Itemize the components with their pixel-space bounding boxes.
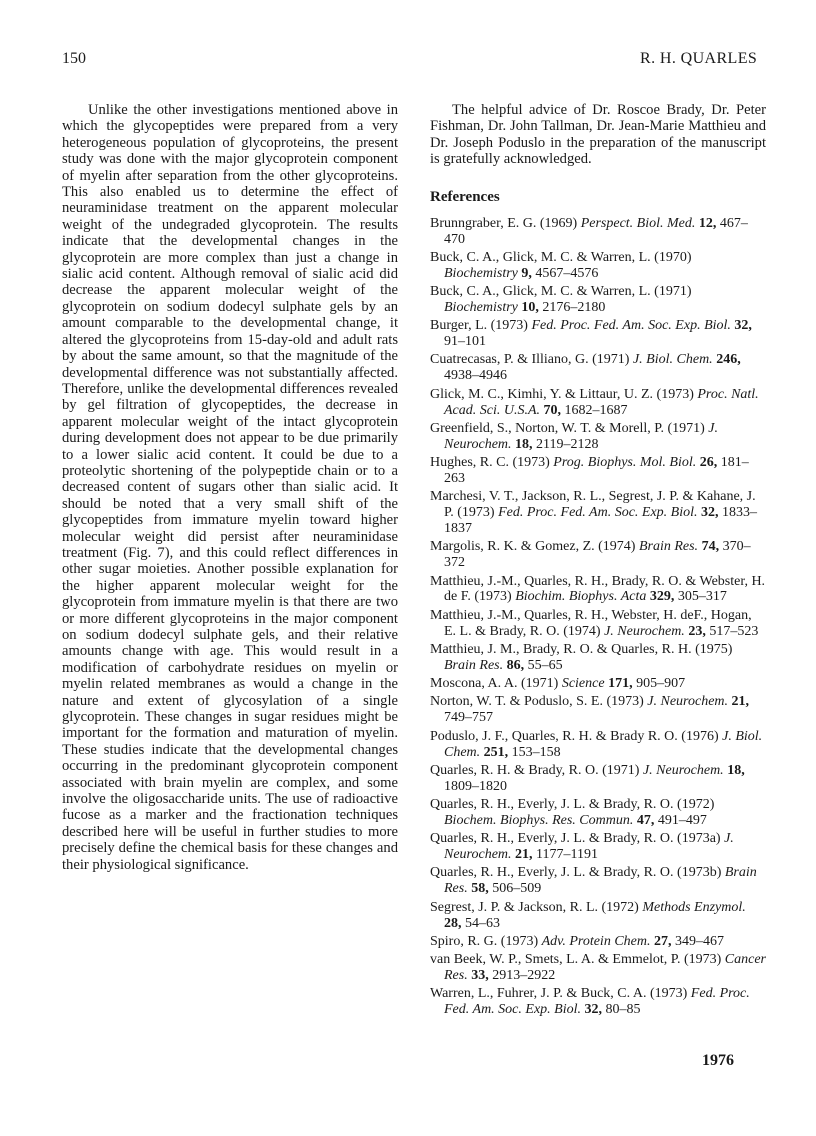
reference-authors: Warren, L., Fuhrer, J. P. & Buck, C. A. (1973) bbox=[430, 986, 688, 1002]
reference-pages: 4938–4946 bbox=[444, 368, 507, 384]
reference-authors: Burger, L. (1973) bbox=[430, 318, 528, 334]
reference-journal: Cancer Res. bbox=[444, 952, 766, 984]
acknowledgment: The helpful advice of Dr. Roscoe Brady, Dr. Peter Fishman, Dr. John Tallman, Dr. Jean-Marie Matthieu and Dr. Joseph Poduslo in the preparation of the manuscript is gratefully acknowledged. bbox=[430, 102, 766, 168]
reference-authors: Brunngraber, E. G. (1969) bbox=[430, 215, 578, 231]
reference-item bbox=[430, 539, 766, 571]
reference-journal: J. Neurochem. bbox=[444, 831, 734, 863]
reference-item bbox=[430, 318, 766, 350]
reference-pages: 491–497 bbox=[657, 812, 707, 828]
reference-journal: Biochemistry bbox=[444, 299, 518, 315]
reference-pages: 2119–2128 bbox=[536, 436, 599, 452]
reference-authors: Quarles, R. H., Everly, J. L. & Brady, R. O. (1973a) bbox=[430, 831, 721, 847]
reference-pages: 54–63 bbox=[465, 915, 500, 931]
reference-item bbox=[430, 900, 766, 932]
reference-volume: 21, bbox=[731, 694, 750, 710]
reference-item bbox=[430, 934, 766, 950]
reference-item bbox=[430, 387, 766, 419]
reference-volume: 329, bbox=[649, 589, 675, 605]
reference-item bbox=[430, 676, 766, 692]
reference-volume: 18, bbox=[515, 436, 533, 452]
reference-pages: 749–757 bbox=[444, 710, 493, 726]
references-heading: References bbox=[430, 188, 500, 205]
reference-journal: Fed. Proc. Fed. Am. Soc. Exp. Biol. bbox=[444, 986, 750, 1018]
reference-item bbox=[430, 642, 766, 674]
reference-item bbox=[430, 729, 766, 761]
reference-item bbox=[430, 952, 766, 984]
reference-pages: 517–523 bbox=[709, 623, 759, 639]
reference-authors: Buck, C. A., Glick, M. C. & Warren, L. (1970) bbox=[430, 249, 692, 265]
reference-authors: Matthieu, J.-M., Quarles, R. H., Brady, R. O. & Webster, H. de F. (1973) bbox=[430, 573, 766, 605]
reference-item bbox=[430, 574, 766, 606]
reference-pages: 55–65 bbox=[527, 657, 563, 673]
reference-volume: 27, bbox=[654, 933, 672, 949]
reference-journal: Adv. Protein Chem. bbox=[541, 933, 651, 949]
reference-authors: Cuatrecasas, P. & Illiano, G. (1971) bbox=[430, 352, 630, 368]
reference-item bbox=[430, 352, 766, 384]
reference-volume: 33, bbox=[471, 968, 489, 984]
reference-journal: Biochim. Biophys. Acta bbox=[515, 589, 647, 605]
reference-authors: Buck, C. A., Glick, M. C. & Warren, L. (1971) bbox=[430, 284, 692, 300]
reference-authors: Hughes, R. C. (1973) bbox=[430, 455, 550, 471]
reference-volume: 18, bbox=[727, 762, 745, 778]
reference-authors: Quarles, R. H. & Brady, R. O. (1971) bbox=[430, 762, 640, 778]
reference-pages: 91–101 bbox=[444, 334, 486, 350]
reference-volume: 246, bbox=[716, 352, 741, 368]
reference-authors: Matthieu, J.-M., Quarles, R. H., Webster, H. deF., Hogan, E. L. & Brady, R. O. (1974) bbox=[430, 607, 752, 639]
reference-volume: 58, bbox=[471, 881, 489, 897]
reference-journal: Fed. Proc. Fed. Am. Soc. Exp. Biol. bbox=[498, 505, 698, 521]
reference-item bbox=[430, 797, 766, 829]
reference-authors: Quarles, R. H., Everly, J. L. & Brady, R. O. (1972) bbox=[430, 797, 715, 813]
reference-authors: Matthieu, J. M., Brady, R. O. & Quarles, R. H. (1975) bbox=[430, 641, 733, 657]
reference-authors: Norton, W. T. & Poduslo, S. E. (1973) bbox=[430, 694, 644, 710]
reference-pages: 1682–1687 bbox=[564, 402, 628, 418]
reference-journal: J. Neurochem. bbox=[604, 623, 685, 639]
reference-authors: Marchesi, V. T., Jackson, R. L., Segrest, J. P. & Kahane, J. P. (1973) bbox=[430, 489, 756, 521]
reference-journal: J. Neurochem. bbox=[647, 694, 729, 710]
reference-journal: J. Neurochem. bbox=[444, 420, 719, 452]
reference-pages: 2176–2180 bbox=[542, 299, 606, 315]
reference-item bbox=[430, 216, 766, 248]
reference-volume: 70, bbox=[543, 402, 562, 418]
reference-volume: 23, bbox=[688, 623, 706, 639]
reference-volume: 171, bbox=[608, 676, 633, 692]
reference-volume: 26, bbox=[699, 455, 718, 471]
reference-item bbox=[430, 421, 766, 453]
reference-item bbox=[430, 455, 766, 487]
reference-journal: Proc. Natl. Acad. Sci. U.S.A. bbox=[444, 386, 759, 418]
reference-pages: 370–372 bbox=[444, 539, 751, 571]
reference-pages: 905–907 bbox=[636, 676, 686, 692]
reference-pages: 153–158 bbox=[511, 744, 561, 760]
reference-pages: 1833–1837 bbox=[444, 505, 758, 537]
reference-volume: 32, bbox=[584, 1002, 602, 1018]
reference-item bbox=[430, 694, 766, 726]
reference-volume: 74, bbox=[701, 539, 720, 555]
reference-journal: J. Biol. Chem. bbox=[444, 728, 763, 760]
reference-authors: Segrest, J. P. & Jackson, R. L. (1972) bbox=[430, 899, 639, 915]
reference-item bbox=[430, 831, 766, 863]
reference-journal: Biochemistry bbox=[444, 265, 518, 281]
reference-volume: 251, bbox=[483, 744, 509, 760]
reference-pages: 467–470 bbox=[444, 215, 748, 247]
reference-journal: Science bbox=[561, 676, 605, 692]
reference-pages: 2913–2922 bbox=[492, 968, 556, 984]
reference-pages: 181–263 bbox=[444, 455, 749, 486]
reference-volume: 21, bbox=[515, 847, 533, 863]
reference-authors: Quarles, R. H., Everly, J. L. & Brady, R. O. (1973b) bbox=[430, 865, 722, 881]
reference-volume: 10, bbox=[521, 299, 539, 315]
reference-journal: Brain Res. bbox=[444, 657, 504, 673]
reference-pages: 1177–1191 bbox=[536, 847, 598, 863]
right-column bbox=[430, 102, 766, 1021]
reference-volume: 32, bbox=[734, 318, 752, 334]
reference-journal: Fed. Proc. Fed. Am. Soc. Exp. Biol. bbox=[531, 318, 731, 334]
reference-item bbox=[430, 489, 766, 537]
reference-authors: van Beek, W. P., Smets, L. A. & Emmelot, P. (1973) bbox=[430, 952, 722, 968]
reference-volume: 86, bbox=[506, 657, 525, 673]
reference-pages: 1809–1820 bbox=[444, 778, 507, 794]
reference-volume: 28, bbox=[444, 915, 462, 931]
reference-journal: J. Biol. Chem. bbox=[632, 352, 713, 368]
reference-journal: Perspect. Biol. Med. bbox=[580, 215, 696, 231]
reference-item bbox=[430, 865, 766, 897]
reference-journal: J. Neurochem. bbox=[642, 762, 724, 778]
reference-pages: 506–509 bbox=[492, 881, 542, 897]
page-number: 150 bbox=[62, 50, 86, 67]
reference-authors: Margolis, R. K. & Gomez, Z. (1974) bbox=[430, 539, 636, 555]
reference-item bbox=[430, 284, 766, 316]
reference-pages: 80–85 bbox=[605, 1002, 641, 1018]
reference-item bbox=[430, 608, 766, 640]
reference-authors: Spiro, R. G. (1973) bbox=[430, 933, 539, 949]
reference-volume: 9, bbox=[521, 265, 532, 281]
reference-list bbox=[430, 216, 766, 1019]
reference-volume: 12, bbox=[698, 215, 717, 231]
reference-authors: Glick, M. C., Kimhi, Y. & Littaur, U. Z. (1973) bbox=[430, 386, 694, 402]
reference-authors: Moscona, A. A. (1971) bbox=[430, 676, 559, 692]
reference-journal: Prog. Biophys. Mol. Biol. bbox=[553, 455, 697, 471]
reference-journal: Methods Enzymol. bbox=[642, 899, 746, 915]
reference-pages: 349–467 bbox=[675, 933, 724, 949]
reference-journal: Biochem. Biophys. Res. Commun. bbox=[444, 812, 634, 828]
body-column bbox=[62, 102, 398, 873]
reference-item bbox=[430, 763, 766, 795]
reference-volume: 47, bbox=[636, 812, 655, 828]
reference-pages: 305–317 bbox=[677, 589, 727, 605]
footer-year: 1976 bbox=[702, 1052, 734, 1069]
reference-item bbox=[430, 250, 766, 282]
reference-journal: Brain Res. bbox=[638, 539, 699, 555]
running-head: R. H. QUARLES bbox=[640, 50, 758, 67]
reference-pages: 4567–4576 bbox=[535, 265, 599, 281]
reference-item bbox=[430, 986, 766, 1018]
reference-authors: Greenfield, S., Norton, W. T. & Morell, P. (1971) bbox=[430, 420, 705, 436]
reference-journal: Brain Res. bbox=[444, 865, 757, 897]
reference-volume: 32, bbox=[701, 505, 719, 521]
reference-authors: Poduslo, J. F., Quarles, R. H. & Brady R. O. (1976) bbox=[430, 728, 719, 744]
body-paragraph: Unlike the other investigations mentioned above in which the glycopeptides were prepared from a very heterogeneous population of glycoproteins, the present study was done with the major glycoprotein component of myelin after separation from the other glycoproteins. This also enabled us to determine the effect of neuraminidase treatment on the apparent molecular weight of the undegraded glycoprotein. The results indicate that the developmental changes in the glycoprotein are more complex than just a change in sialic acid content. Although removal of sialic acid did decrease the apparent molecular weight of the glycoprotein on sodium dodecyl sulphate gels by an amount comparable to the developmental change, it altered the glycoproteins from 15-day-old and adult rats by about the same amount, so that the magnitude of the developmental difference was not substantially affected. Therefore, unlike the developmental differences revealed by gel filtration of glycopeptides, the decrease in apparent molecular weight of the intact glycoprotein during development does not appear to be due primarily to a lower sialic acid content. It could be due to a proteolytic shortening of the polypeptide chain or to a decreased content of sugars other than sialic acid. It should be noted that a very small shift of the glycopeptides from immature myelin toward higher molecular weight did persist after neuraminidase treatment (Fig. 7), and this could reflect differences in other sugar moieties. Another possible explanation for the higher apparent molecular weight for the glycoprotein from immature myelin is that there are two or more different glycoproteins in the major component on sodium dodecyl sulphate gels, and their relative amounts change with age. This would result in a modification of carbohydrate residues on myelin or myelin related membranes as would a change in the nature and extent of glycosylation of a single glycoprotein. These changes in sugar residues might be important for the formation and maturation of myelin. These studies indicate that the developmental changes occurring in the predominant glycoprotein component associated with brain myelin are complex, and some involve the oligosaccharide units. The use of radioactive fucose as a marker and the fractionation techniques described here will be useful in further studies to more precisely define the chemical basis for these changes and their physiological significance. bbox=[62, 102, 398, 873]
